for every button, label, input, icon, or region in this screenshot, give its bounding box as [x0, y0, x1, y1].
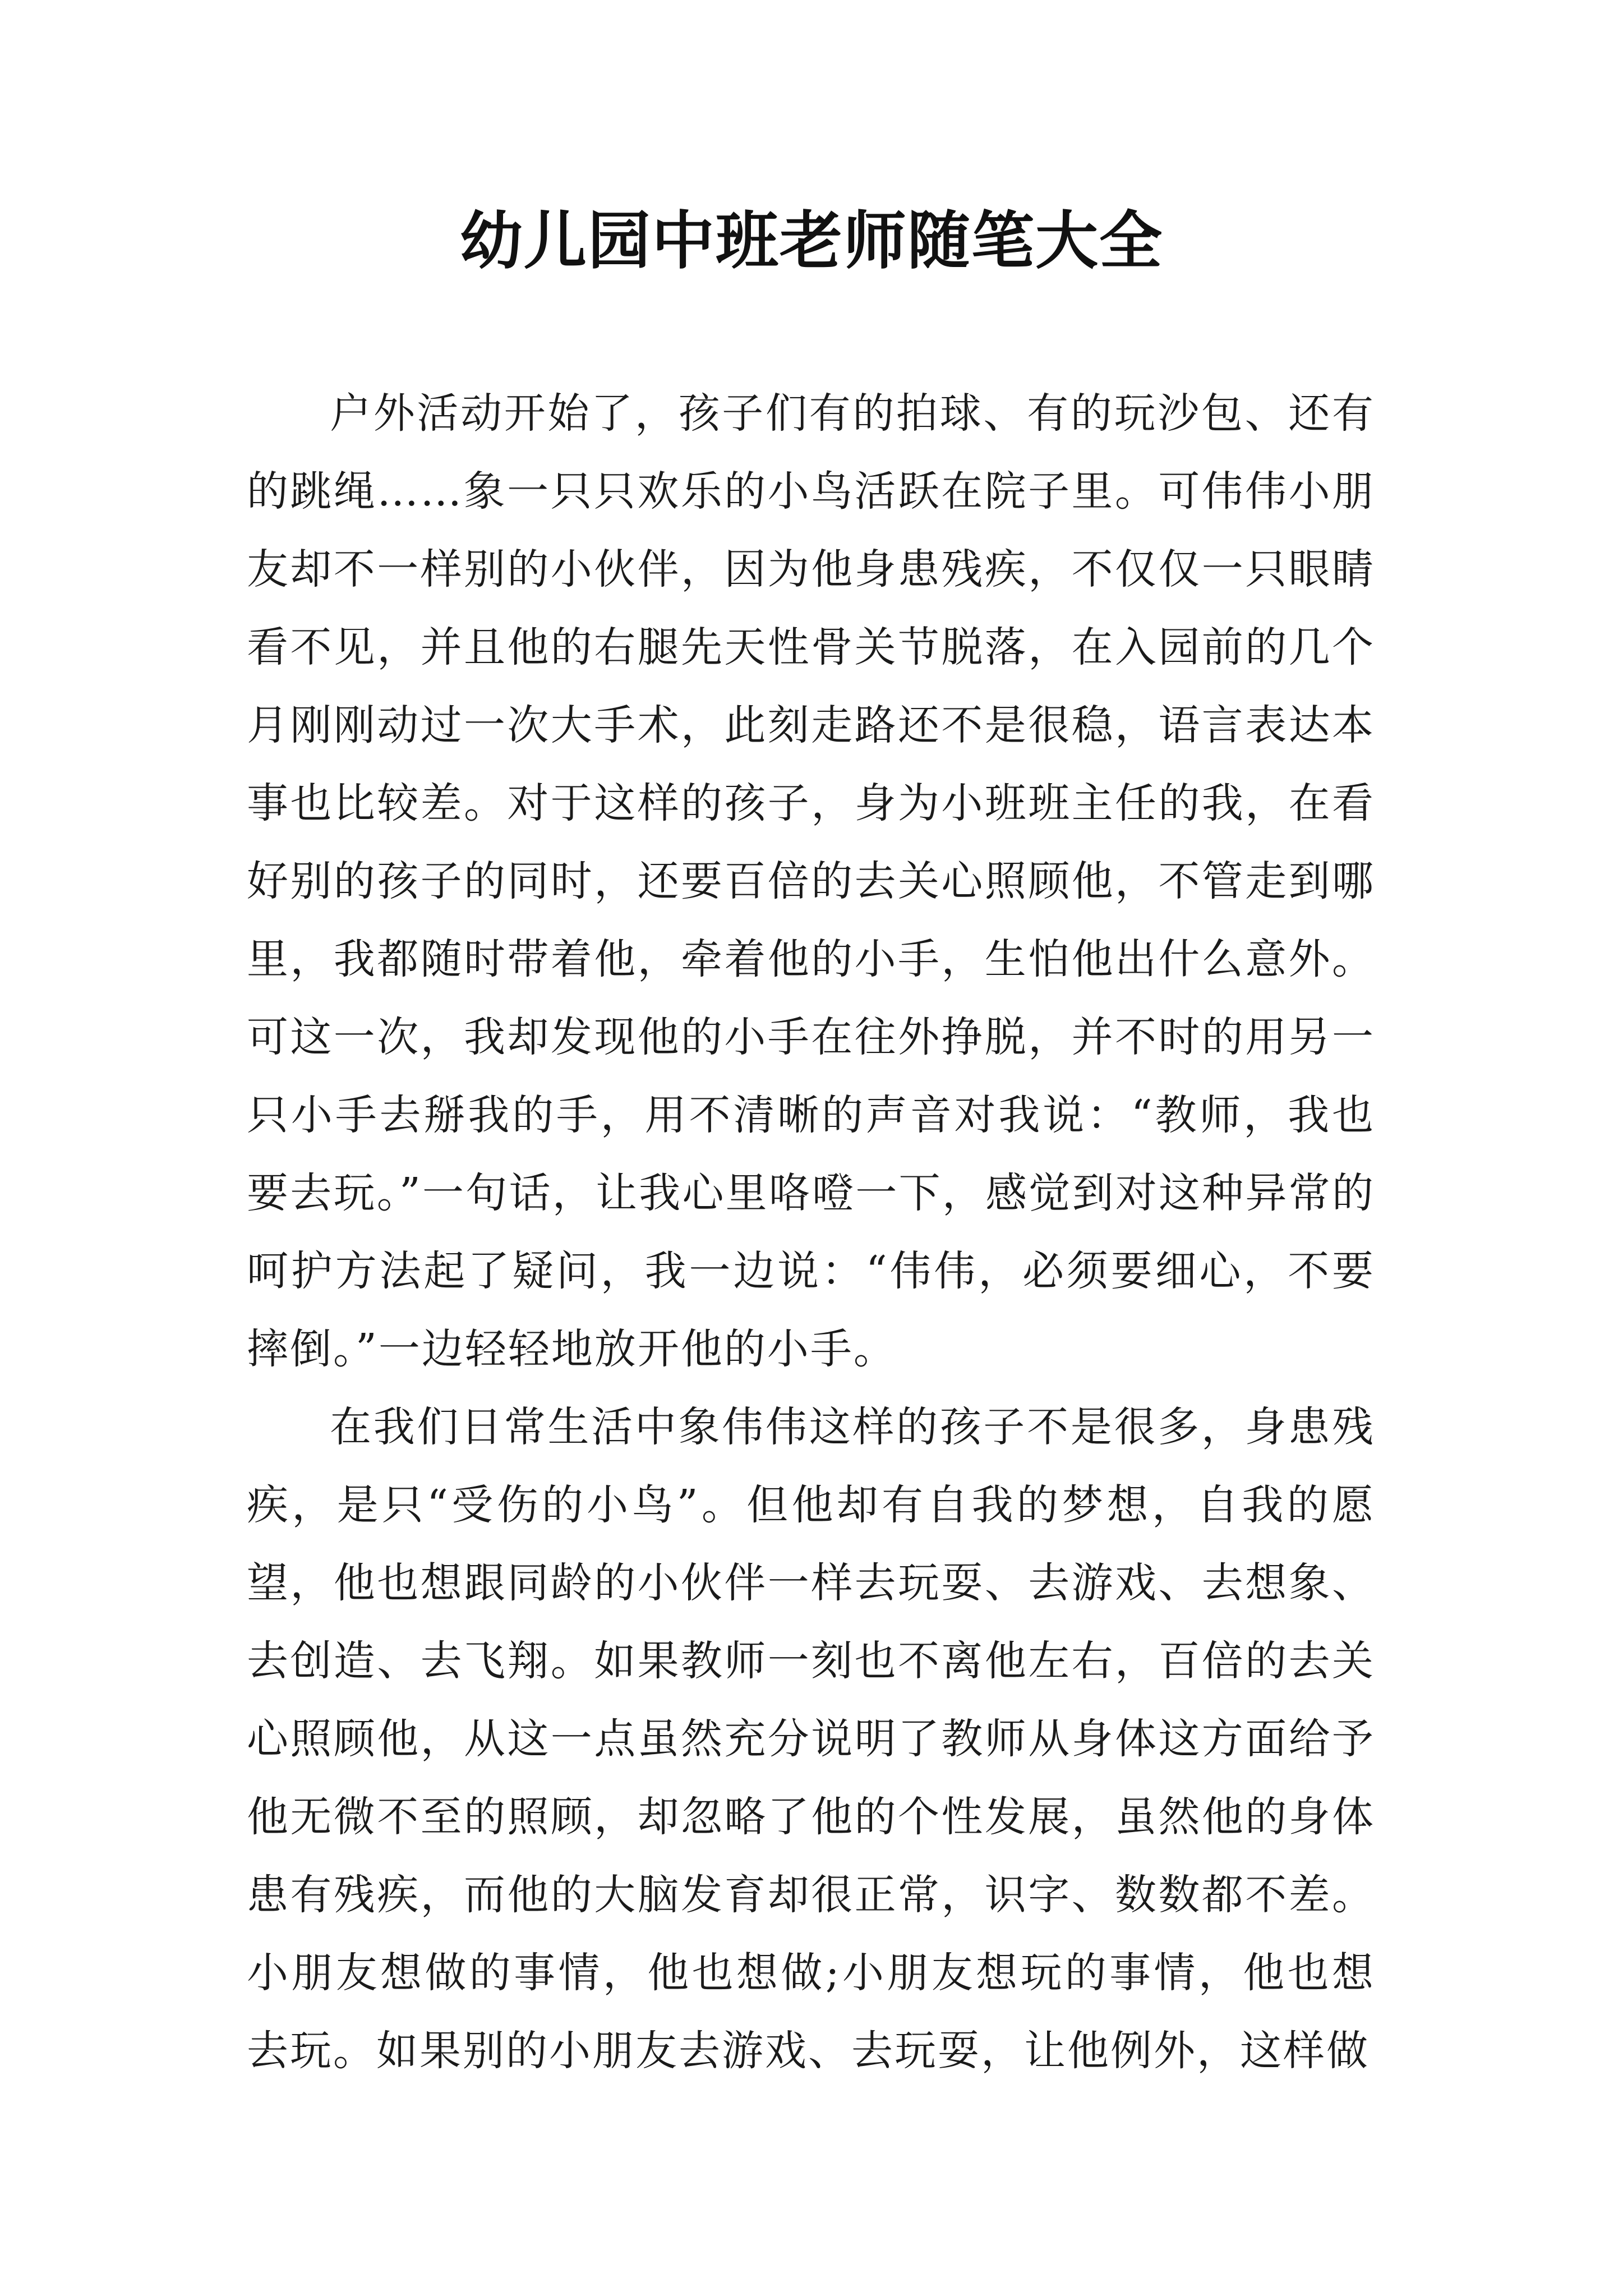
document-title: 幼儿园中班老师随笔大全	[460, 204, 1163, 278]
paragraph-1: 户外活动开始了，孩子们有的拍球、有的玩沙包、还有的跳绳……象一只只欢乐的小鸟活跃在院子里。可伟伟小朋友却不一样别的小伙伴，因为他身患残疾，不仅仅一只眼睛看不见，并且他的右腿先天性骨关节脱落，在入园前的几个月刚刚动过一次大手术，此刻走路还不是很稳，语言表达本事也比较差。对于这样的孩子，身为小班班主任的我，在看好别的孩子的同时，还要百倍的去关心照顾他，不管走到哪里，我都随时带着他，牵着他的小手，生怕他出什么意外。可这一次，我却发现他的小手在往外挣脱，并不时的用另一只小手去掰我的手，用不清晰的声音对我说：“教师，我也要去玩。”一句话，让我心里咯噔一下，感觉到对这种异常的呵护方法起了疑问，我一边说：“伟伟，必须要细心，不要摔倒。”一边轻轻地放开他的小手。	[247, 389, 1375, 1373]
document-body	[247, 375, 1375, 2090]
paragraph-2: 在我们日常生活中象伟伟这样的孩子不是很多，身患残疾，是只“受伤的小鸟”。但他却有自我的梦想，自我的愿望，他也想跟同龄的小伙伴一样去玩耍、去游戏、去想象、去创造、去飞翔。如果教师一刻也不离他左右，百倍的去关心照顾他，从这一点虽然充分说明了教师从身体这方面给予他无微不至的照顾，却忽略了他的个性发展，虽然他的身体患有残疾，而他的大脑发育却很正常，识字、数数都不差。小朋友想做的事情，他也想做;小朋友想玩的事情，他也想去玩。如果别的小朋友去游戏、去玩耍，让他例外，这样做	[247, 1403, 1375, 2075]
